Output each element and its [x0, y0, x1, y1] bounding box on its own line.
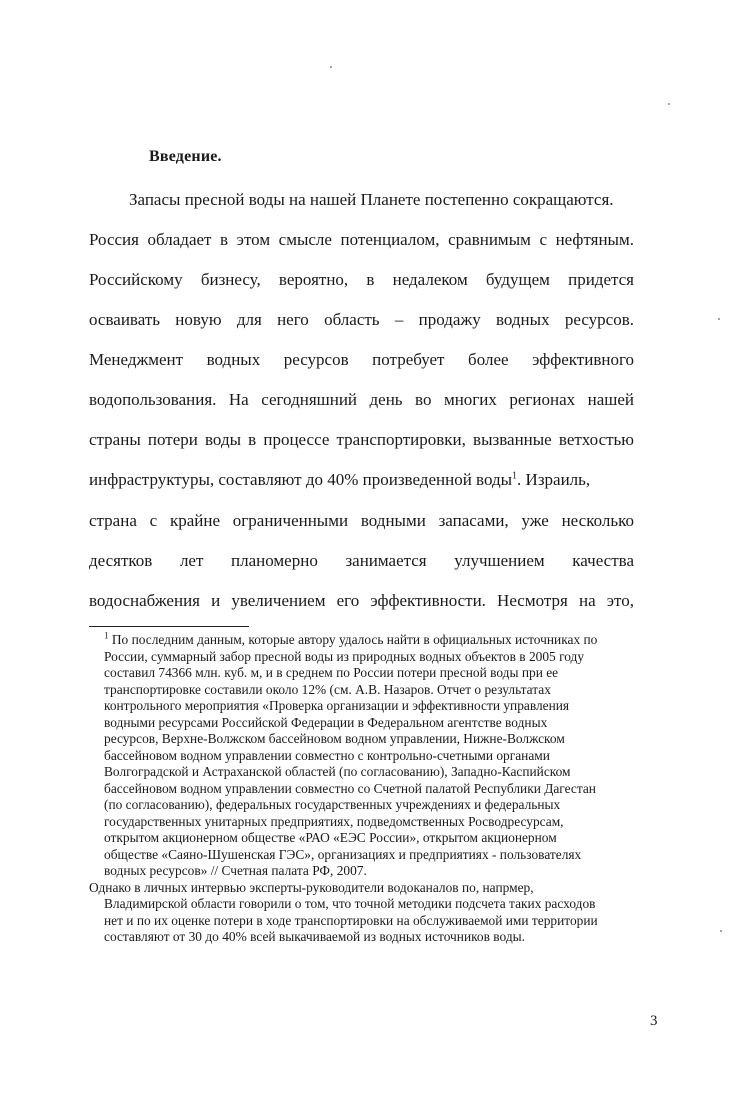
- footnote-extra-line-2: Владимирской области говорили о том, что точной методики подсчета таких расходов: [104, 896, 596, 911]
- scan-speck: [718, 318, 720, 320]
- paragraph-line-7: страны потери воды в процессе транспортировки, вызванные ветхостью: [89, 430, 634, 449]
- footnote-extra-line-4: составляют от 30 до 40% всей выкачиваемой из водных источников воды.: [104, 929, 525, 944]
- paragraph-line-8-text: инфраструктуры, составляют до 40% произведенной воды: [89, 470, 513, 489]
- footnote-line-10: бассейновом водном управлении совместно со Счетной палатой Республики Дагестан: [104, 781, 596, 796]
- paragraph-line-5: Менеджмент водных ресурсов потребует более эффективного: [89, 350, 634, 369]
- paragraph-line-10: десятков лет планомерно занимается улучшением качества: [89, 551, 634, 570]
- page-number: 3: [650, 1013, 658, 1029]
- footnote-line-9: Волгоградской и Астраханской областей (по согласованию), Западно-Каспийском: [104, 764, 571, 779]
- footnote-line-6: водными ресурсами Российской Федерации в Федеральном агентстве водных: [104, 715, 548, 730]
- footnote-marker: 1: [104, 630, 109, 641]
- paragraph-line-11: водоснабжения и увеличением его эффективности. Несмотря на это,: [89, 591, 634, 610]
- footnote-line-8: бассейновом водном управлении совместно с контрольно-счетными органами: [104, 748, 550, 763]
- footnote-line-2: России, суммарный забор пресной воды из природных водных объектов в 2005 году: [104, 649, 585, 664]
- footnote-line-13: открытом акционерном обществе «РАО «ЕЭС России», открытом акционерном: [104, 830, 557, 845]
- paragraph-line-8: [89, 469, 634, 491]
- footnote-separator: [89, 626, 249, 627]
- footnote-extra-line-1: Однако в личных интервью эксперты-руководители водоканалов по, напрмер,: [89, 880, 534, 895]
- scan-speck: [720, 930, 722, 932]
- footnote-reference-marker: 1: [512, 470, 518, 482]
- footnote-line-5: контрольного мероприятия «Проверка организации и эффективности управления: [104, 698, 570, 713]
- scan-speck: [330, 66, 332, 68]
- footnote-line-14: обществе «Саяно-Шушенская ГЭС», организациях и предприятиях - пользователях: [104, 847, 582, 862]
- footnote-line-7: ресурсов, Верхне-Волжском бассейновом водном управлении, Нижне-Волжском: [104, 731, 565, 746]
- section-heading: Введение.: [149, 148, 222, 165]
- paragraph-line-9: страна с крайне ограниченными водными запасами, уже несколько: [89, 511, 634, 530]
- footnote-line-1-text: По последним данным, которые автору удалось найти в официальных источниках по: [111, 632, 598, 647]
- footnote-line-15: водных ресурсов» // Счетная палата РФ, 2007.: [104, 863, 367, 878]
- footnote-line-11: (по согласованию), федеральных государственных учреждениях и федеральных: [104, 797, 561, 812]
- footnote-line-4: транспортировке составили около 12% (см. А.В. Назаров. Отчет о результатах: [104, 682, 551, 697]
- footnote-extra-line-3: нет и по их оценке потери в ходе транспортировки на обслуживаемой ими территории: [104, 913, 598, 928]
- scan-speck: [668, 103, 670, 105]
- paragraph-line-2: Россия обладает в этом смысле потенциалом, сравнимым с нефтяным.: [89, 230, 634, 249]
- paragraph-line-1: Запасы пресной воды на нашей Планете постепенно сокращаются.: [129, 190, 614, 209]
- paragraph-line-6: водопользования. На сегодняшний день во многих регионах нашей: [89, 390, 634, 409]
- footnote-line-3: составил 74366 млн. куб. м, и в среднем по России потери пресной воды при ее: [104, 665, 559, 680]
- paragraph-line-3: Российскому бизнесу, вероятно, в недалеком будущем придется: [89, 270, 634, 289]
- paragraph-line-4: осваивать новую для него область – продажу водных ресурсов.: [89, 310, 634, 329]
- footnote-line-12: государственных унитарных предприятиях, подведомственных Росводресурсам,: [104, 814, 564, 829]
- paragraph-line-8-tail: . Израиль,: [517, 470, 591, 489]
- footnote-line-1: [104, 632, 654, 649]
